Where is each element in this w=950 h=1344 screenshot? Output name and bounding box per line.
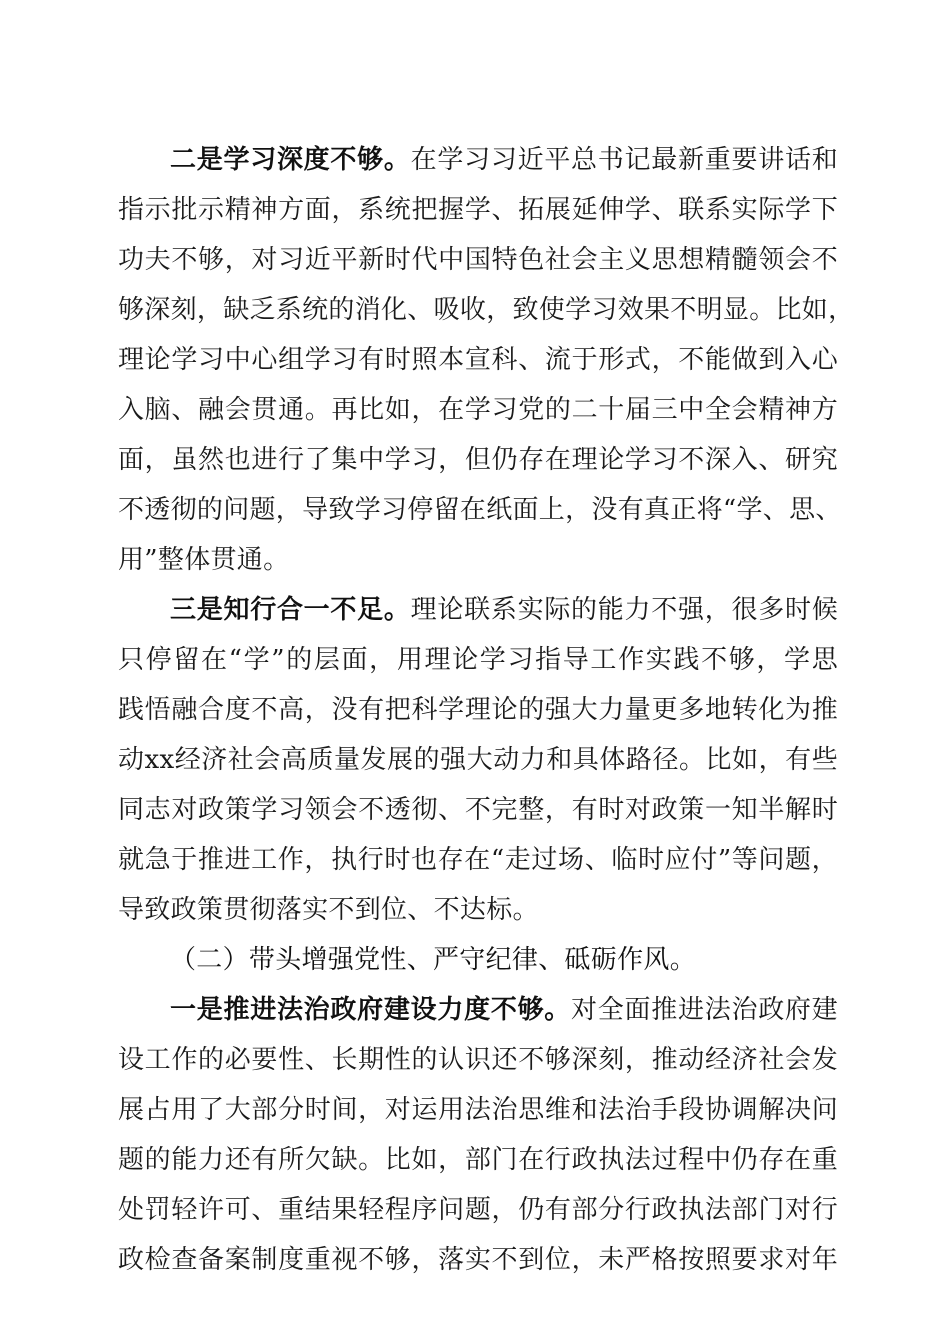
- paragraph-line: 只停留在“学”的层面，用理论学习指导工作实践不够，学思: [118, 645, 838, 675]
- paragraph-text: 理论联系实际的能力不强，很多时候: [410, 595, 838, 625]
- paragraph-line: [170, 988, 838, 1032]
- paragraph-text: 对全面推进法治政府建: [571, 995, 838, 1025]
- paragraph-lead: 三是知行合一不足。: [170, 595, 411, 625]
- paragraph-line: 设工作的必要性、长期性的认识还不够深刻，推动经济社会发: [118, 1045, 838, 1075]
- paragraph-line: 指示批示精神方面，系统把握学、拓展延伸学、联系实际学下: [118, 195, 838, 225]
- paragraph-line: [170, 588, 838, 632]
- paragraph-line: 够深刻，缺乏系统的消化、吸收，致使学习效果不明显。比如，: [118, 295, 855, 325]
- paragraph-line: 入脑、融会贯通。再比如，在学习党的二十届三中全会精神方: [118, 395, 838, 425]
- paragraph-lead: 二是学习深度不够。: [170, 145, 411, 175]
- paragraph-line: 处罚轻许可、重结果轻程序问题，仍有部分行政执法部门对行: [118, 1195, 838, 1225]
- paragraph-line: 就急于推进工作，执行时也存在“走过场、临时应付”等问题，: [118, 845, 838, 875]
- paragraph-line: 理论学习中心组学习有时照本宣科、流于形式，不能做到入心: [118, 345, 838, 375]
- paragraph-line: [170, 138, 838, 182]
- paragraph-line: 动xx经济社会高质量发展的强大动力和具体路径。比如，有些: [118, 745, 838, 775]
- paragraph-line: 同志对政策学习领会不透彻、不完整，有时对政策一知半解时: [118, 795, 838, 825]
- paragraph-text: 在学习习近平总书记最新重要讲话和: [410, 145, 838, 175]
- section-title: （二）带头增强党性、严守纪律、砥砺作风。: [170, 945, 697, 975]
- paragraph-lead: 一是推进法治政府建设力度不够。: [170, 995, 572, 1025]
- paragraph-line: 践悟融合度不高，没有把科学理论的强大力量更多地转化为推: [118, 695, 838, 725]
- paragraph-line: 面，虽然也进行了集中学习，但仍存在理论学习不深入、研究: [118, 445, 838, 475]
- paragraph-line: 展占用了大部分时间，对运用法治思维和法治手段协调解决问: [118, 1095, 838, 1125]
- paragraph-line: 用”整体贯通。: [118, 545, 290, 575]
- paragraph-line: 功夫不够，对习近平新时代中国特色社会主义思想精髓领会不: [118, 245, 838, 275]
- paragraph-line: 导致政策贯彻落实不到位、不达标。: [118, 895, 539, 925]
- paragraph-line: 政检查备案制度重视不够，落实不到位，未严格按照要求对年: [118, 1245, 838, 1275]
- paragraph-line: 不透彻的问题，导致学习停留在纸面上，没有真正将“学、思、: [118, 495, 842, 525]
- paragraph-line: 题的能力还有所欠缺。比如，部门在行政执法过程中仍存在重: [118, 1145, 838, 1175]
